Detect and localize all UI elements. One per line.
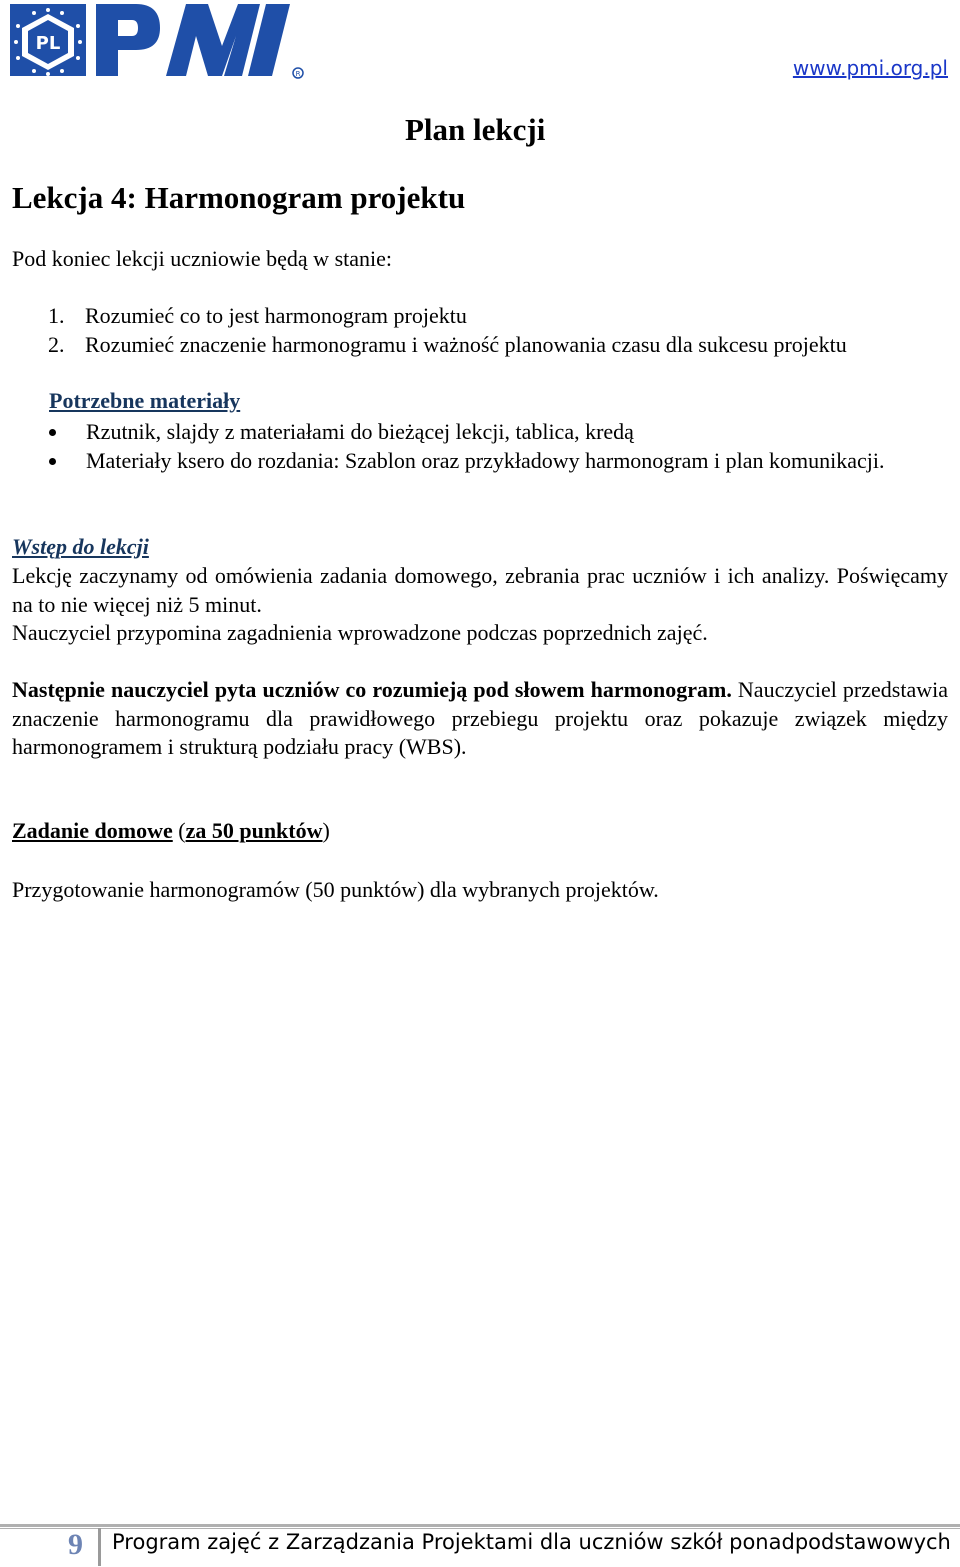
materials-list: [49, 418, 948, 475]
list-item: [48, 331, 847, 360]
website-link[interactable]: www.pmi.org.pl: [792, 56, 948, 80]
list-number: 2.: [48, 331, 65, 357]
svg-text:R: R: [295, 70, 301, 78]
bold-sentence: Następnie nauczyciel pyta uczniów co rozumieją pod słowem harmonogram.: [12, 677, 732, 702]
svg-text:PL: PL: [35, 33, 61, 54]
objectives-intro: Pod koniec lekcji uczniowie będą w stanie:: [12, 246, 392, 271]
paragraph: Nauczyciel przypomina zagadnienia wprowadzone podczas poprzednich zajęć.: [12, 620, 708, 645]
homework-heading-paren: (: [172, 818, 186, 843]
footer-divider-thin: [0, 1528, 960, 1529]
homework-heading-title: Zadanie domowe: [12, 818, 173, 843]
main-activity-paragraph: [12, 676, 948, 762]
list-item: Materiały ksero do rozdania: Szablon oraz przykładowy harmonogram i plan komunikacji.: [49, 447, 948, 476]
lesson-intro-heading: Wstęp do lekcji: [12, 534, 149, 559]
list-item: [48, 302, 847, 331]
list-item-text: Rozumieć co to jest harmonogram projektu: [85, 303, 467, 328]
materials-heading: Potrzebne materiały: [49, 388, 241, 413]
lesson-intro-body: [12, 562, 948, 648]
homework-text: Przygotowanie harmonogramów (50 punktów) dla wybranych projektów.: [12, 877, 659, 902]
list-item-text: Rozumieć znaczenie harmonogramu i ważność planowania czasu dla sukcesu projektu: [85, 331, 847, 357]
paragraph-rest: Nauczyciel przedstawia znaczenie harmonogramu dla prawidłowego przebiegu projektu oraz pokazuje związek między harmonogramem i strukturą podziału pracy (WBS).: [12, 677, 948, 759]
list-number: 1.: [48, 303, 65, 328]
pmi-logo-graphic: [10, 2, 304, 80]
list-item: Rzutnik, slajdy z materiałami do bieżącej lekcji, tablica, kredą: [49, 418, 948, 447]
pmi-poland-logo: [10, 2, 304, 80]
homework-heading-points: za 50 punktów: [185, 818, 323, 843]
page-number-separator: [98, 1528, 101, 1566]
homework-heading-close: ): [322, 818, 330, 843]
paragraph: Lekcję zaczynamy od omówienia zadania domowego, zebrania prac uczniów i ich analizy. Poświęcamy na to nie więcej niż 5 minut.: [12, 563, 948, 617]
plan-title: Plan lekcji: [405, 112, 546, 147]
footer-divider: [0, 1524, 960, 1527]
lesson-title: Lekcja 4: Harmonogram projektu: [12, 180, 466, 215]
homework-heading: [12, 818, 330, 844]
objectives-list: [48, 302, 847, 359]
footer-text: Program zajęć z Zarządzania Projektami dla uczniów szkół ponadpodstawowych: [112, 1530, 951, 1554]
page-number: 9: [68, 1528, 83, 1561]
